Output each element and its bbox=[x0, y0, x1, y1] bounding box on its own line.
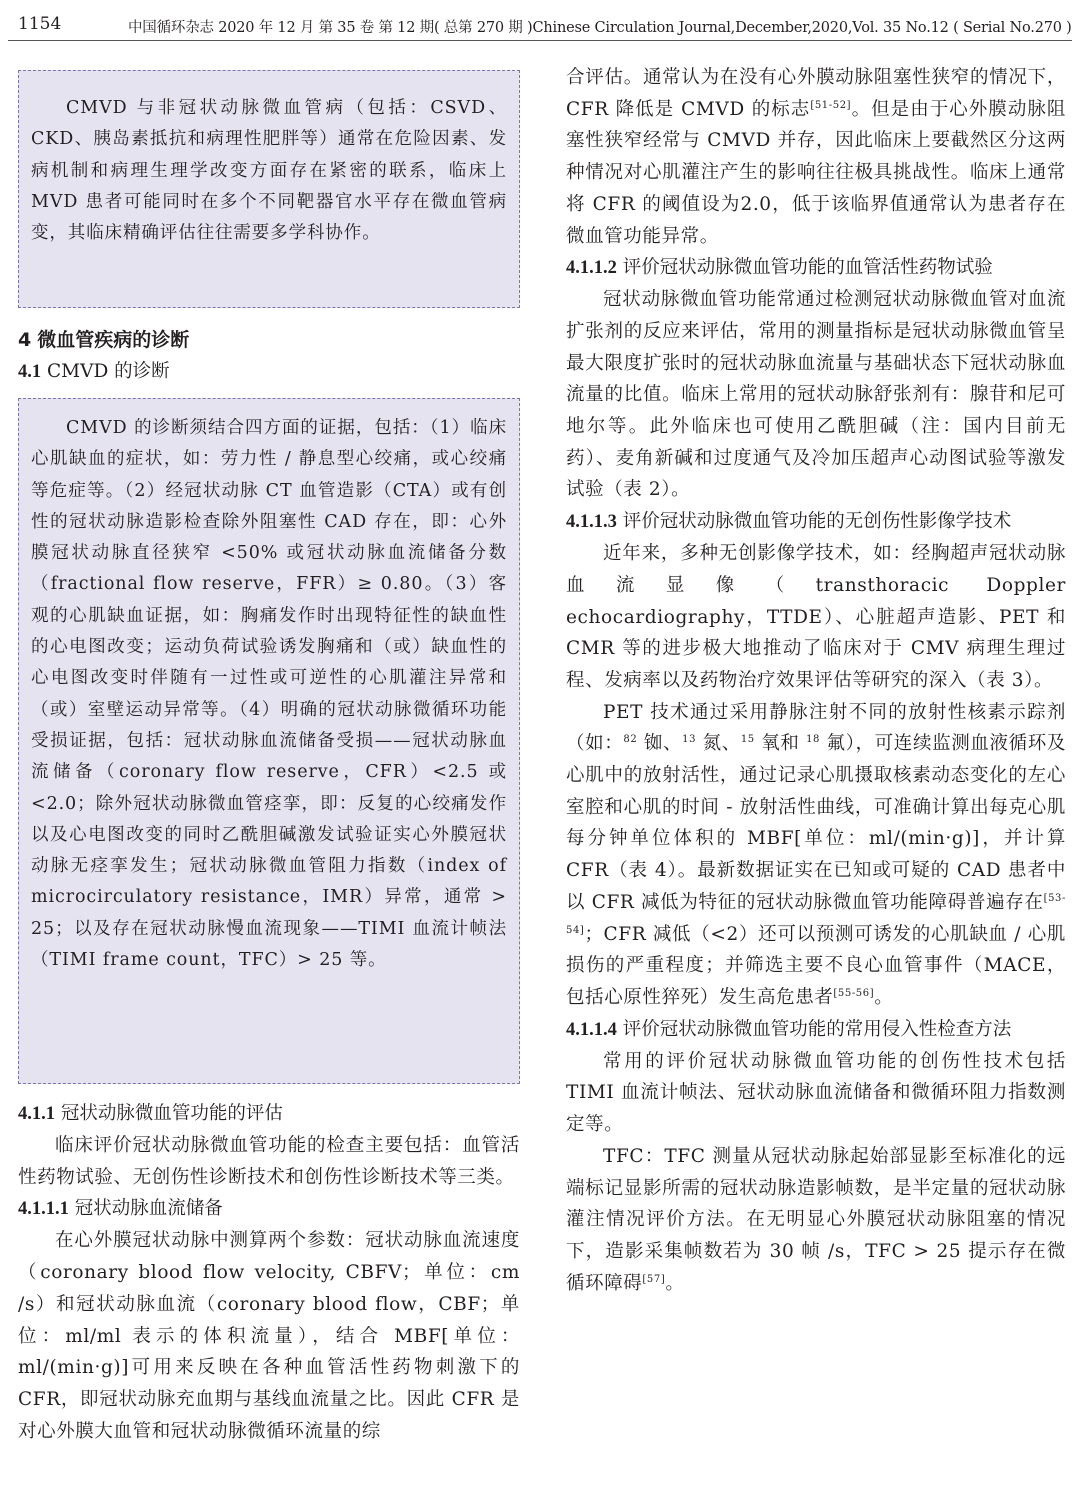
paragraph-cfr-continued bbox=[566, 62, 1066, 252]
cfr-text-a: 合评估。通常认为在没有心外膜动脉阻塞性狭窄的情况下，CFR 降低是 CMVD 的标志 bbox=[566, 67, 1066, 120]
summary-box-1 bbox=[18, 70, 520, 308]
pet-text-b: 铷、 bbox=[637, 733, 683, 755]
section-4-title: 微血管疾病的诊断 bbox=[37, 329, 190, 351]
pet-text-e: 氟），可连续监测血液循环及心肌中的放射活性，通过记录心肌摄取核素动态变化的左心室腔和心肌的时间 - 放射活性曲线，可准确计算出每克心肌每分钟单位体积的 MBF[单位：ml/(min·g)]，并计算 CFR（表 4）。最新数据证实在已知或可疑的 CAD 患者中以 CFR 减低为特征的冠状动脉微血管功能障碍普遍存在 bbox=[566, 733, 1066, 913]
reference-53-54: [53-54] bbox=[566, 892, 1066, 936]
right-column bbox=[566, 62, 1066, 1299]
superscript-13: 13 bbox=[682, 734, 697, 746]
paragraph-4-1-1-1: 在心外膜冠状动脉中测算两个参数：冠状动脉血流速度（coronary blood flow velocity, CBFV；单位：cm /s）和冠状动脉血流（coronary blood flow，CBF；单位：ml/ml 表示的体积流量），结合 MBF[单位：ml/(min·g)]可用来反映在各种血管活性药物刺激下的 CFR，即冠状动脉充血期与基线血流量之比。因此 CFR 是对心外膜大血管和冠状动脉微循环流量的综 bbox=[18, 1230, 520, 1442]
section-4-1-1-1-number: 4.1.1.1 bbox=[18, 1199, 69, 1220]
summary-box-2 bbox=[18, 398, 520, 1084]
section-4-1-1-3-number: 4.1.1.3 bbox=[566, 512, 617, 533]
page-number: 1154 bbox=[18, 14, 62, 34]
section-4-1-1-4-title: 评价冠状动脉微血管功能的常用侵入性检查方法 bbox=[622, 1018, 1012, 1040]
section-4-1-1-1-heading bbox=[18, 1193, 520, 1225]
superscript-18: 18 bbox=[806, 734, 821, 746]
section-4-1-1-2-heading bbox=[566, 252, 1066, 284]
pet-text-c: 氮、 bbox=[696, 733, 741, 755]
section-4-1-heading bbox=[18, 356, 520, 388]
section-4-1-1-2-title: 评价冠状动脉微血管功能的血管活性药物试验 bbox=[622, 257, 993, 279]
section-4-1-1-number: 4.1.1 bbox=[18, 1104, 55, 1124]
pet-text-g: 。 bbox=[874, 986, 894, 1008]
paragraph-4-1-1: 临床评价冠状动脉微血管功能的检查主要包括：血管活性药物试验、无创伤性诊断技术和创伤性诊断技术等三类。 bbox=[18, 1135, 520, 1188]
paragraph-pet bbox=[566, 697, 1066, 1014]
tfc-text-b: 。 bbox=[665, 1272, 685, 1294]
pet-text-d: 氧和 bbox=[754, 733, 807, 755]
reference-55-56: [55-56] bbox=[833, 987, 875, 999]
summary-box-2-text: CMVD 的诊断须结合四方面的证据，包括：（1）临床心肌缺血的症状，如：劳力性 / 静息型心绞痛，或心绞痛等危症等。（2）经冠状动脉 CT 血管造影（CTA）或有创性的冠状动脉造影检查除外阻塞性 CAD 存在，即：心外膜冠状动脉直径狭窄 <50% 或冠状动脉血流储备分数（fractional flow reserve，FFR）≥ 0.80。（3）客观的心肌缺血证据，如：胸痛发作时出现特征性的缺血性的心电图改变；运动负荷试验诱发胸痛和（或）缺血性的心电图改变时伴随有一过性或可逆性的心肌灌注异常和（或）室壁运动异常等。（4）明确的冠状动脉微循环功能受损证据，包括：冠状动脉血流储备受损——冠状动脉血流储备（coronary flow reserve，CFR）<2.5 或 <2.0；除外冠状动脉微血管痉挛，即：反复的心绞痛发作以及心电图改变的同时乙酰胆碱激发试验证实心外膜冠状动脉无痉挛发生；冠状动脉微血管阻力指数（index of microcirculatory resistance，IMR）异常，通常 > 25；以及存在冠状动脉慢血流现象——TIMI 血流计帧法（TIMI frame count，TFC）> 25 等。 bbox=[31, 418, 507, 971]
section-4-1-1-2-number: 4.1.1.2 bbox=[566, 258, 617, 279]
section-4-number: 4 bbox=[18, 329, 32, 351]
section-4-1-1-3-heading bbox=[566, 506, 1066, 538]
summary-box-1-text: CMVD 与非冠状动脉微血管病（包括：CSVD、CKD、胰岛素抵抗和病理性肥胖等）通常在危险因素、发病机制和病理生理学改变方面存在紧密的联系，临床上 MVD 患者可能同时在多个不同靶器官水平存在微血管病变，其临床精确评估往往需要多学科协作。 bbox=[31, 98, 507, 244]
reference-57: [57] bbox=[642, 1273, 666, 1285]
paragraph-4-1-1-3: 近年来，多种无创影像学技术，如：经胸超声冠状动脉血流显像（transthoracic Doppler echocardiography，TTDE）、心脏超声造影、PET 和 CMR 等的进步极大地推动了临床对于 CMV 病理生理过程、发病率以及药物治疗效果评估等研究的深入（表 3）。 bbox=[566, 543, 1066, 691]
left-column bbox=[18, 62, 520, 1447]
cfr-text-b: 。但是由于心外膜动脉阻塞性狭窄经常与 CMVD 并存，因此临床上要截然区分这两种情况对心肌灌注产生的影响往往极具挑战性。临床上通常将 CFR 的阈值设为2.0，低于该临界值通常认为患者存在微血管功能异常。 bbox=[566, 98, 1066, 247]
paragraph-tfc bbox=[566, 1141, 1066, 1300]
section-4-1-1-heading bbox=[18, 1098, 520, 1130]
running-header bbox=[8, 10, 1072, 41]
section-4-1-title: CMVD 的诊断 bbox=[47, 361, 170, 382]
section-4-heading bbox=[18, 324, 520, 356]
reference-51-52: [51-52] bbox=[810, 99, 852, 111]
pet-text-f: ；CFR 减低（<2）还可以预测可诱发的心肌缺血 / 心肌损伤的严重程度；并筛选主要不良心血管事件（MACE，包括心原性猝死）发生高危患者 bbox=[566, 923, 1066, 1008]
superscript-82: 82 bbox=[623, 734, 638, 746]
section-4-1-1-4-number: 4.1.1.4 bbox=[566, 1019, 617, 1040]
paragraph-4-1-1-4: 常用的评价冠状动脉微血管功能的创伤性技术包括 TIMI 血流计帧法、冠状动脉血流储备和微循环阻力指数测定等。 bbox=[566, 1050, 1066, 1136]
section-4-1-1-1-title: 冠状动脉血流储备 bbox=[74, 1198, 223, 1220]
tfc-text-a: TFC：TFC 测量从冠状动脉起始部显影至标准化的远端标记显影所需的冠状动脉造影帧数，是半定量的冠状动脉灌注情况评价方法。在无明显心外膜冠状动脉阻塞的情况下，造影采集帧数若为 30 帧 /s，TFC > 25 提示存在微循环障碍 bbox=[566, 1145, 1066, 1294]
running-title: 中国循环杂志 2020 年 12 月 第 35 卷 第 12 期( 总第 270 期 )Chinese Circulation Journal,December,2020,Vol. 35 No.12 ( Serial No.270 ) bbox=[128, 20, 1072, 36]
paragraph-4-1-1-2: 冠状动脉微血管功能常通过检测冠状动脉微血管对血流扩张剂的反应来评估，常用的测量指标是冠状动脉微血管呈最大限度扩张时的冠状动脉血流量与基础状态下冠状动脉血流量的比值。临床上常用的冠状动脉舒张剂有：腺苷和尼可地尔等。此外临床也可使用乙酰胆碱（注：国内目前无药）、麦角新碱和过度通气及冷加压超声心动图试验等激发试验（表 2）。 bbox=[566, 289, 1066, 501]
section-4-1-number: 4.1 bbox=[18, 362, 42, 382]
superscript-15: 15 bbox=[740, 734, 755, 746]
section-4-1-1-4-heading bbox=[566, 1014, 1066, 1046]
pet-text-a: PET 技术通过采用静脉注射不同的放射性核素示踪剂（如： bbox=[566, 701, 1066, 755]
section-4-1-1-title: 冠状动脉微血管功能的评估 bbox=[60, 1103, 283, 1124]
section-4-1-1-3-title: 评价冠状动脉微血管功能的无创伤性影像学技术 bbox=[622, 511, 1012, 533]
